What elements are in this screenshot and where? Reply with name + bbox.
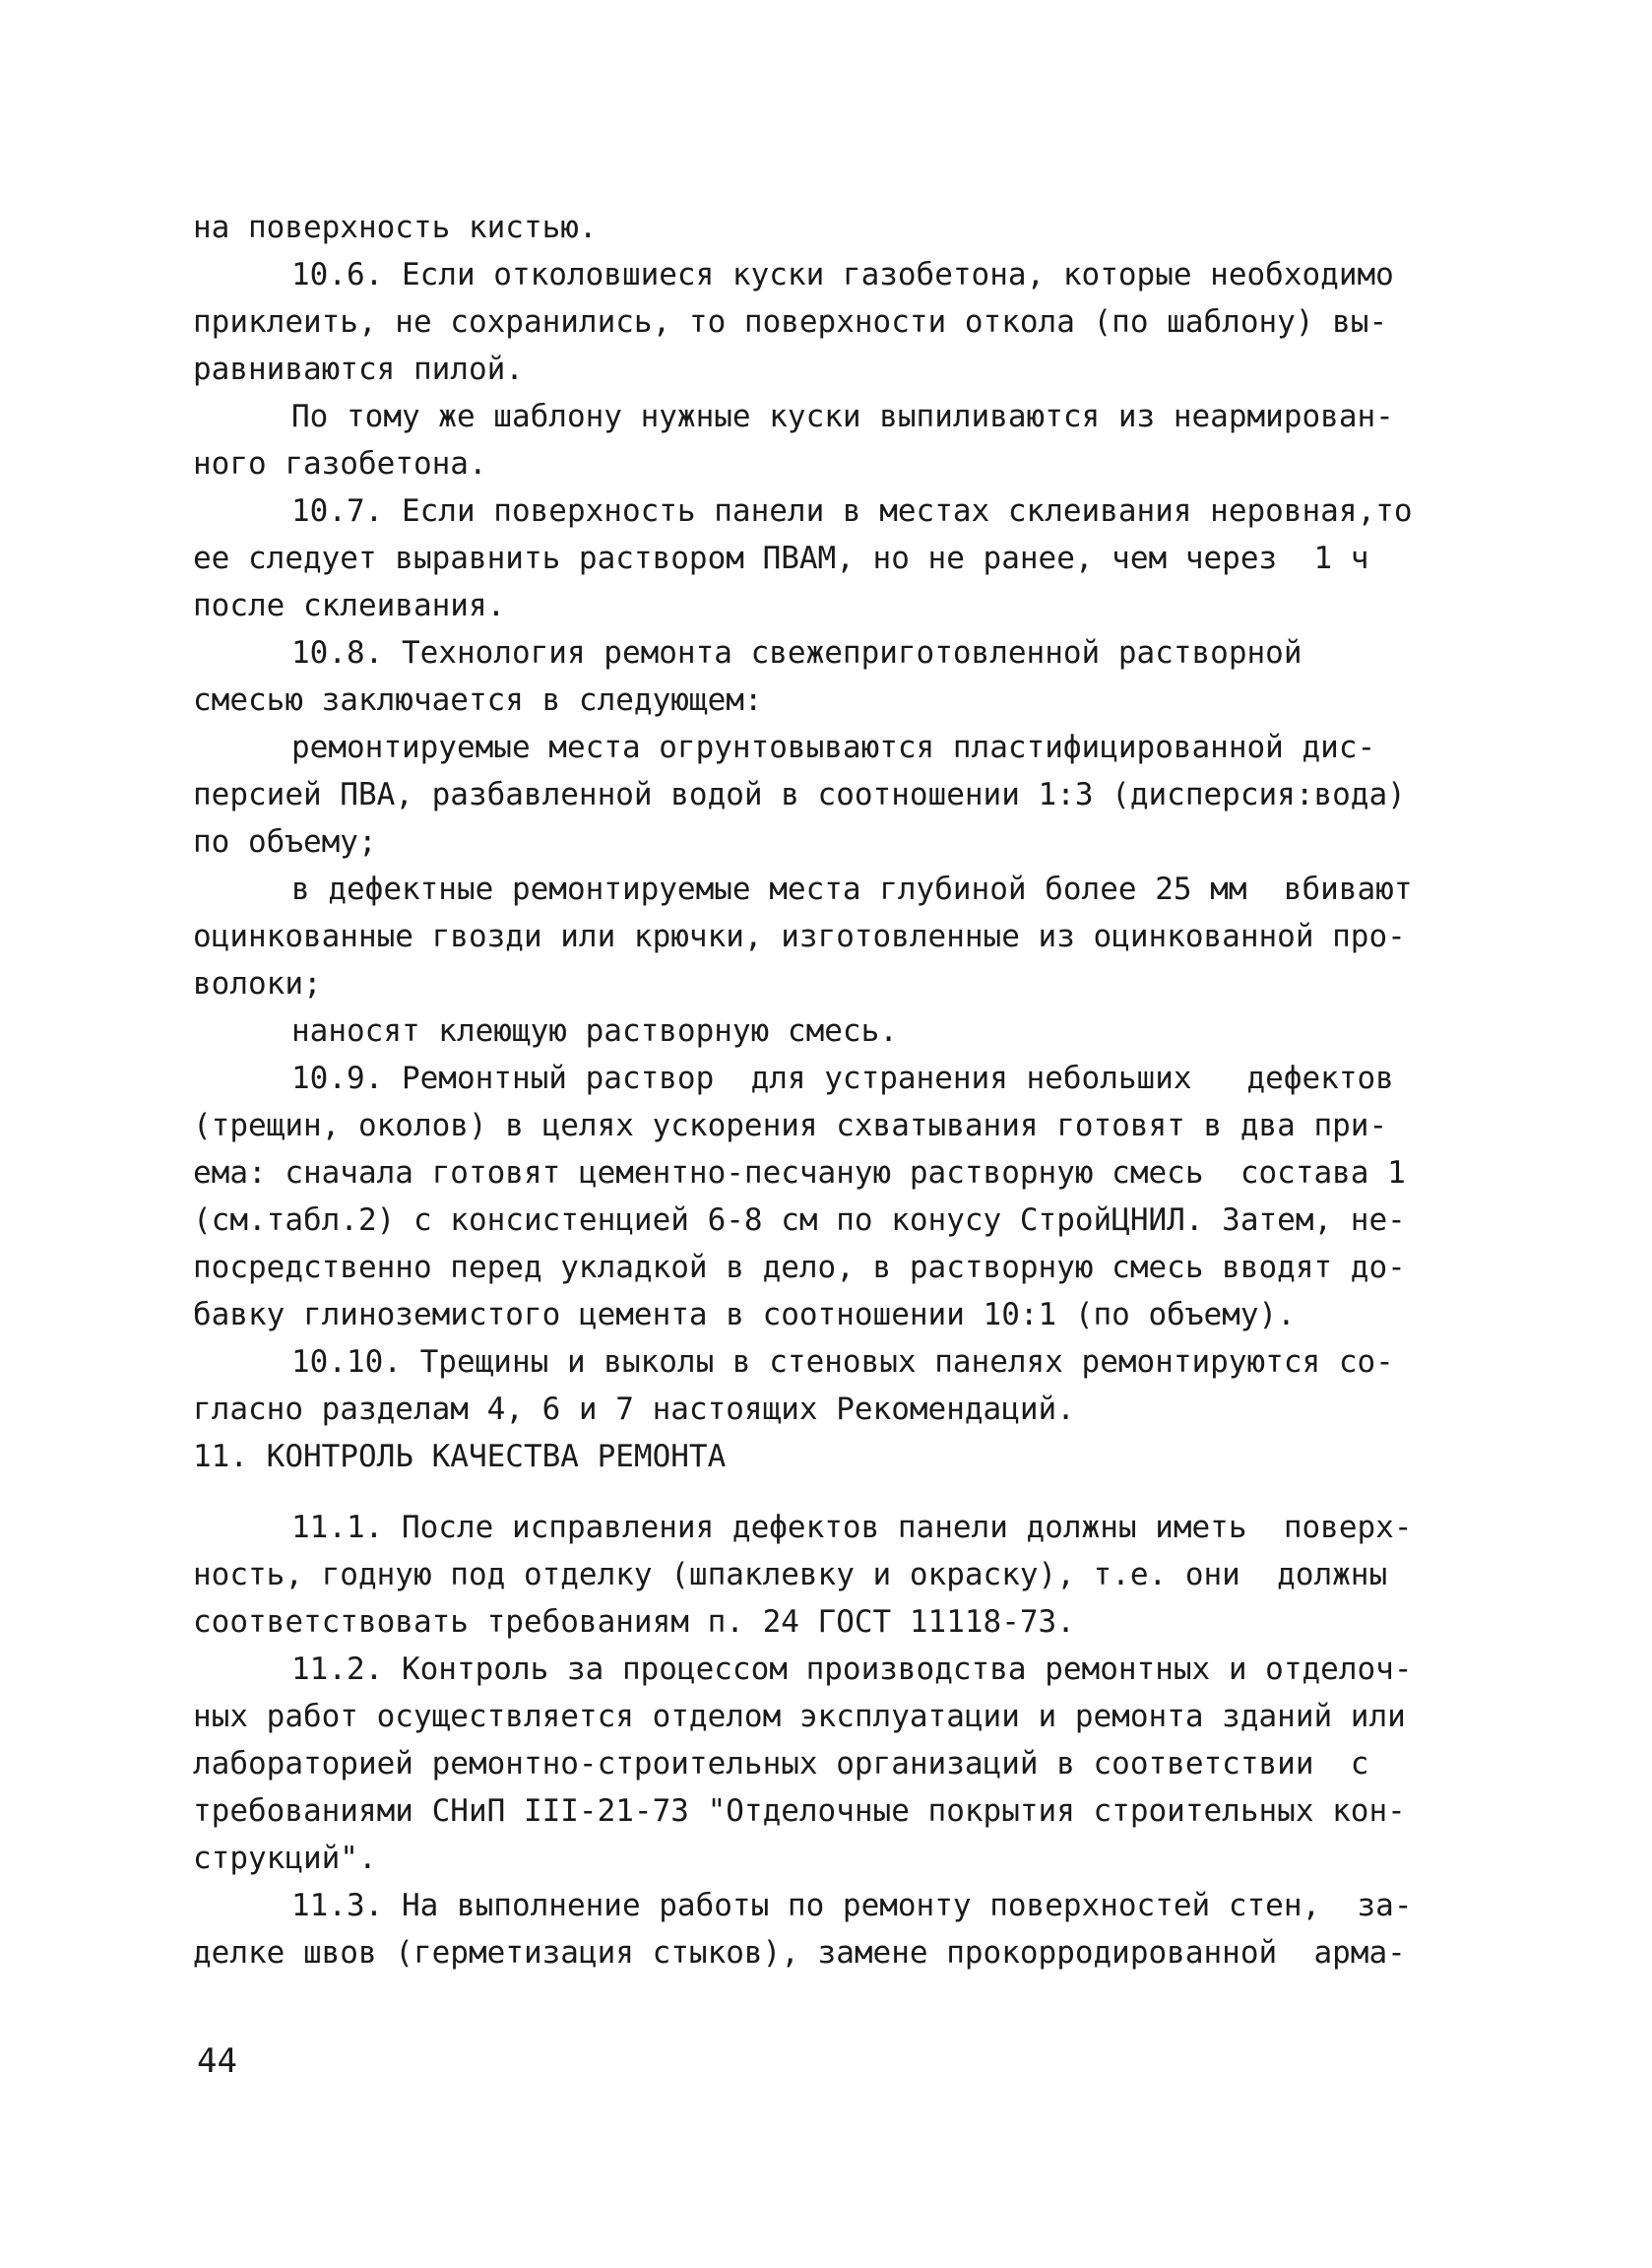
- text-line: 10.6. Если отколовшиеся куски газобетона, которые необходимо: [291, 257, 1394, 292]
- text-line: соответствовать требованиям п. 24 ГОСТ 11118-73.: [193, 1604, 1075, 1640]
- text-line: требованиями СНиП III-21-73 "Отделочные покрытия строительных кон-: [193, 1793, 1406, 1829]
- text-line: лабораторией ремонтно-строительных организаций в соответствии с: [193, 1746, 1369, 1782]
- text-line: 10.8. Технология ремонта свежеприготовленной растворной: [291, 635, 1303, 671]
- text-line: По тому же шаблону нужные куски выпиливаются из неармирован-: [291, 399, 1394, 434]
- text-line: 11.2. Контроль за процессом производства ремонтных и отделоч-: [291, 1652, 1413, 1687]
- text-line: 10.10. Трещины и выколы в стеновых панелях ремонтируются со-: [291, 1344, 1394, 1380]
- text-line: ема: сначала готовят цементно-песчаную растворную смесь состава 1: [193, 1155, 1406, 1191]
- text-line: делке швов (герметизация стыков), замене прокорродированной арма-: [193, 1935, 1406, 1971]
- text-line: наносят клеющую растворную смесь.: [291, 1013, 898, 1049]
- text-line: посредственно перед укладкой в дело, в растворную смесь вводят до-: [193, 1250, 1406, 1285]
- document-body: [193, 204, 1473, 1976]
- section-heading: 11. КОНТРОЛЬ КАЧЕСТВА РЕМОНТА: [193, 1439, 727, 1474]
- text-line: ность, годную под отделку (шпаклевку и окраску), т.е. они должны: [193, 1557, 1388, 1592]
- text-line: ремонтируемые места огрунтовываются пластифицированной дис-: [291, 730, 1376, 765]
- text-line: волоки;: [193, 966, 322, 1002]
- text-line: 11.3. На выполнение работы по ремонту поверхностей стен, за-: [291, 1888, 1413, 1923]
- text-line: 10.7. Если поверхность панели в местах склеивания неровная,то: [291, 493, 1413, 529]
- text-line: 11.1. После исправления дефектов панели должны иметь поверх-: [291, 1510, 1413, 1545]
- text-line: смесью заключается в следующем:: [193, 682, 763, 718]
- text-line: ных работ осуществляется отделом эксплуатации и ремонта зданий или: [193, 1699, 1406, 1734]
- text-line: 10.9. Ремонтный раствор для устранения небольших дефектов: [291, 1061, 1394, 1096]
- text-line: струкций".: [193, 1841, 377, 1876]
- text-line: (трещин, околов) в целях ускорения схватывания готовят в два при-: [193, 1108, 1388, 1143]
- text-line: гласно разделам 4, 6 и 7 настоящих Рекомендаций.: [193, 1392, 1075, 1427]
- text-line: оцинкованные гвозди или крючки, изготовленные из оцинкованной про-: [193, 919, 1406, 954]
- text-line: персией ПВА, разбавленной водой в соотношении 1:3 (дисперсия:вода): [193, 777, 1406, 812]
- text-line: (см.табл.2) с консистенцией 6-8 см по конусу СтройЦНИЛ. Затем, не-: [193, 1202, 1406, 1238]
- text-line: ного газобетона.: [193, 446, 487, 482]
- text-line: ее следует выравнить раствором ПВАМ, но не ранее, чем через 1 ч: [193, 541, 1369, 576]
- text-line: по объему;: [193, 824, 377, 860]
- text-line: равниваются пилой.: [193, 352, 524, 387]
- page-number: 44: [197, 2041, 237, 2081]
- text-line: на поверхность кистью.: [193, 210, 598, 245]
- text-line: после склеивания.: [193, 588, 506, 623]
- text-line: в дефектные ремонтируемые места глубиной более 25 мм вбивают: [291, 872, 1413, 907]
- text-line: приклеить, не сохранились, то поверхности откола (по шаблону) вы-: [193, 304, 1388, 340]
- text-line: бавку глиноземистого цемента в соотношении 10:1 (по объему).: [193, 1297, 1296, 1332]
